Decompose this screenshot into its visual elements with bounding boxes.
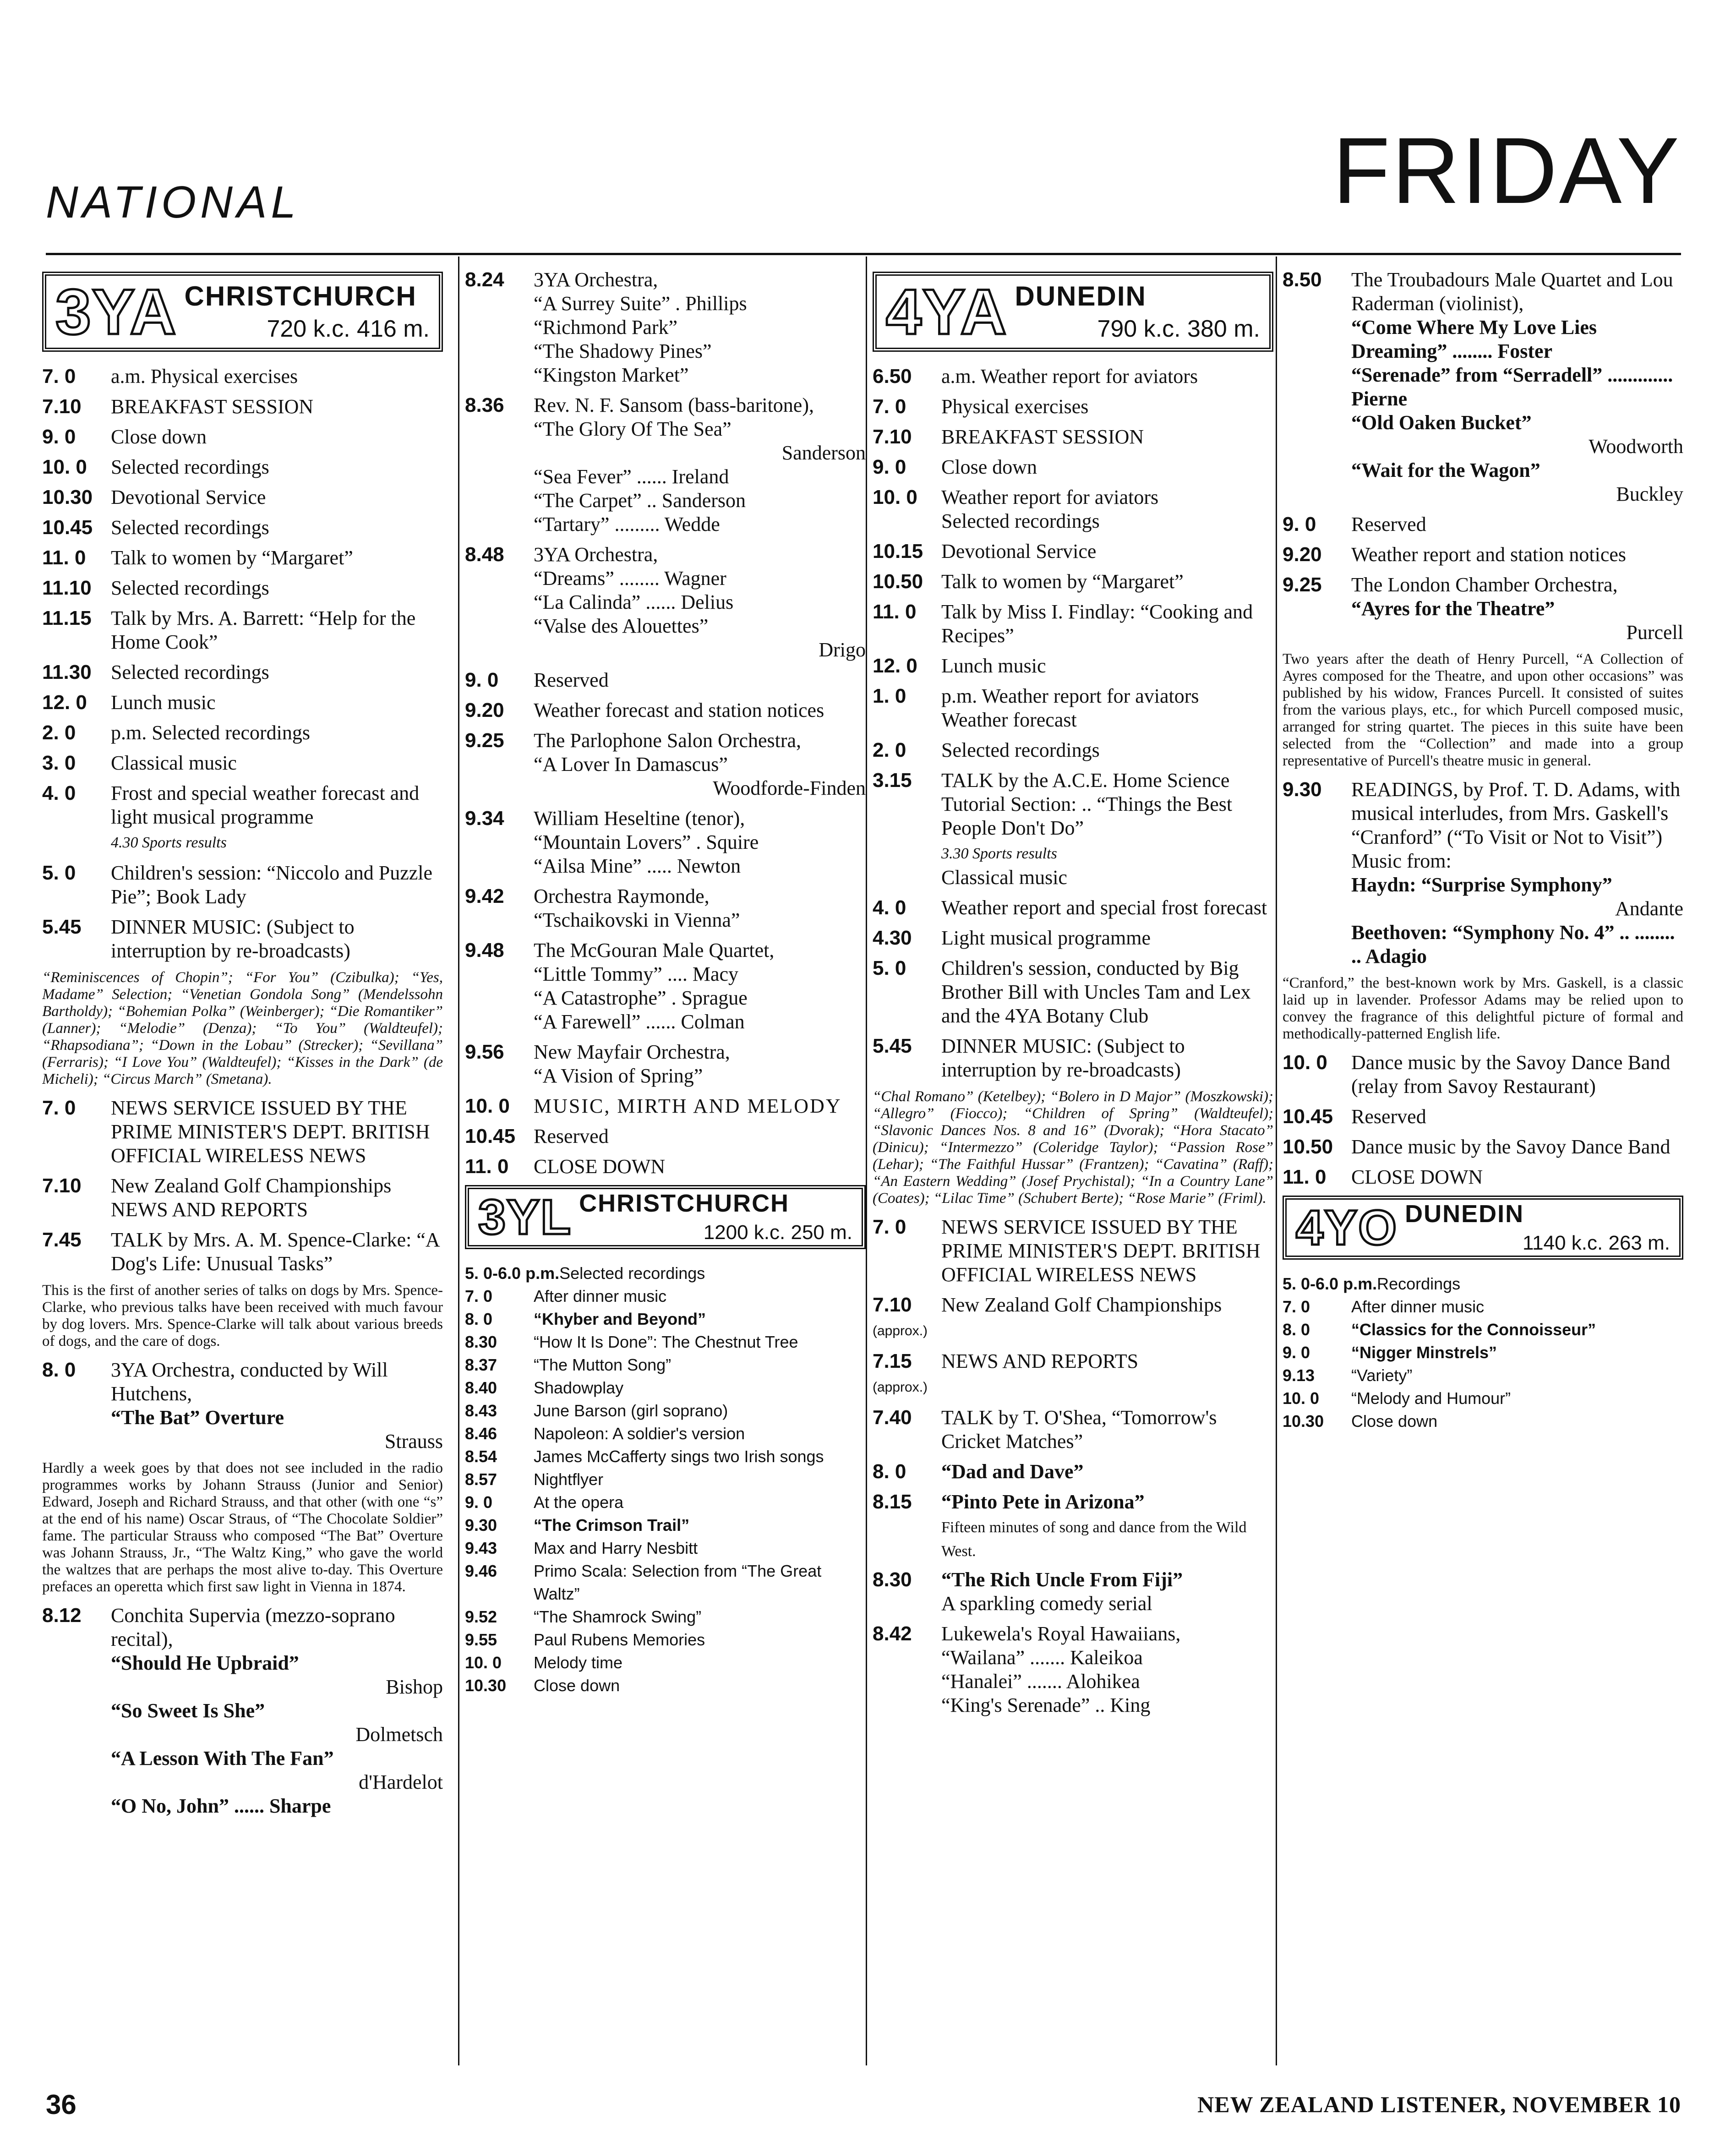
program-item: 11.15 Talk by Mrs. A. Barrett: “Help for the Home Cook” <box>42 607 416 653</box>
list-item: 9.30 “The Crimson Trail” <box>465 1516 690 1535</box>
program-item: 6.50 a.m. Weather report for aviators <box>873 365 1198 388</box>
list-item: 7. 0 After dinner music <box>1283 1297 1485 1316</box>
program-item: 9. 0 Reserved <box>465 669 609 691</box>
program-item: 12. 0 Lunch music <box>42 691 216 714</box>
program-item: 7.45 TALK by Mrs. A. M. Spence-Clarke: “A Dog's Life: Unusual Tasks” <box>42 1229 439 1275</box>
program-item: 7.10 BREAKFAST SESSION <box>873 426 1144 448</box>
program-item: 8.50 The Troubadours Male Quartet and Lou Raderman (violinist), “Come Where My Love Lies Dreaming” ........ Foster “Serenade” from “Serradell” ............. Pierne “Old Oaken Bucket” Woodworth “Wait for the Wagon” Buckley <box>1283 268 1683 505</box>
column-4 <box>1283 268 1683 2057</box>
column-divider <box>458 257 459 2065</box>
list-item: 5. 0-6.0 p.m. Selected recordings <box>465 1264 705 1283</box>
station-city: CHRISTCHURCH <box>184 280 417 311</box>
program-item: 8. 0 3YA Orchestra, conducted by Will Hutchens, “The Bat” Overture Strauss <box>42 1359 443 1453</box>
program-item: 10. 0 Dance music by the Savoy Dance Band (relay from Savoy Restaurant) <box>1283 1051 1670 1098</box>
station-city: DUNEDIN <box>1405 1200 1524 1228</box>
station-call-sign: 3YA <box>55 275 177 348</box>
program-item: 11. 0 Talk to women by “Margaret” <box>42 546 353 569</box>
list-item: 8.46 Napoleon: A soldier's version <box>465 1424 745 1443</box>
program-item: 1. 0 p.m. Weather report for aviators Weather forecast <box>873 685 1199 731</box>
program-item: 3. 0 Classical music <box>42 752 237 774</box>
list-item: 8.37 “The Mutton Song” <box>465 1355 671 1374</box>
program-item: 10.45 Selected recordings <box>42 516 269 539</box>
list-item: 9.55 Paul Rubens Memories <box>465 1630 705 1649</box>
list-item: 8.40 Shadowplay <box>465 1378 624 1397</box>
program-item: 9.34 William Heseltine (tenor), “Mountain Lovers” . Squire “Ailsa Mine” ..... Newton <box>465 807 759 877</box>
list-item: 10.30 Close down <box>1283 1412 1438 1431</box>
network-label: NATIONAL <box>46 177 300 227</box>
list-item: 9.46 Primo Scala: Selection from “The Great Waltz” <box>465 1562 822 1603</box>
program-item: 8.30 “The Rich Uncle From Fiji” A sparkling comedy serial <box>873 1568 1183 1615</box>
program-item: 5.45 DINNER MUSIC: (Subject to interruption by re-broadcasts) <box>873 1035 1185 1081</box>
station-box-4yo <box>1283 1196 1683 1260</box>
program-item: 7.10 (approx.) New Zealand Golf Championships <box>873 1294 1222 1338</box>
list-item: 8.43 June Barson (girl soprano) <box>465 1401 728 1420</box>
station-box-3ya <box>42 272 443 352</box>
list-item: 8. 0 “Classics for the Connoisseur” <box>1283 1320 1596 1339</box>
list-item: 5. 0-6.0 p.m. Recordings <box>1283 1274 1461 1293</box>
list-item: 10. 0 “Melody and Humour” <box>1283 1389 1511 1408</box>
column-2 <box>465 268 866 2057</box>
program-item: 9.30 READINGS, by Prof. T. D. Adams, with musical interludes, from Mrs. Gaskell's “Cranford” (“To Visit or Not to Visit”) Music from: Haydn: “Surprise Symphony” Andante Beethoven: “Symphony No. 4” .. ........ .. Adagio <box>1283 778 1683 967</box>
program-item: 9. 0 Close down <box>873 456 1037 478</box>
dinner-music-list: “Reminiscences of Chopin”; “For You” (Czibulka); “Yes, Madame” Selection; “Venetian Gondola Song” (Mendelssohn Bartholdy); “Bohemian Polka” (Weinberger); “Die Romantiker” (Lanner); “Melodie” (Denza); “To You” (Waldteufel); “Rhapsodiana”; “Down in the Lobau” (Strecker); “Sevillana” (Ferraris); “I Love You” (Waldteufel); “Kisses in the Dark” (de Micheli); “Circus March” (Smetana). <box>42 969 443 1087</box>
list-item: 9.52 “The Shamrock Swing” <box>465 1607 702 1626</box>
column-divider <box>866 257 867 2065</box>
program-item: 7. 0 NEWS SERVICE ISSUED BY THE PRIME MINISTER'S DEPT. BRITISH OFFICIAL WIRELESS NEWS <box>873 1216 1261 1286</box>
program-item: 11.30 Selected recordings <box>42 661 269 683</box>
program-item: 9.20 Weather forecast and station notices <box>465 699 824 721</box>
header-rule <box>46 253 1681 255</box>
program-item: 5.45 DINNER MUSIC: (Subject to interruption by re-broadcasts) <box>42 916 355 962</box>
program-item: 11. 0 Talk by Miss I. Findlay: “Cooking and Recipes” <box>873 601 1253 647</box>
program-item: 10. 0 Selected recordings <box>42 456 269 478</box>
program-item: 8.42 Lukewela's Royal Hawaiians, “Wailana” ....... Kaleikoa “Hanalei” ....... Alohikea “King's Serenade” .. King <box>873 1622 1181 1716</box>
program-item: 3.15 TALK by the A.C.E. Home Science Tutorial Section: .. “Things the Best People Don't Do” 3.30 Sports results Classical music <box>873 769 1233 889</box>
list-item: 8.54 James McCafferty sings two Irish songs <box>465 1447 824 1466</box>
program-item: 7.10 New Zealand Golf Championships NEWS AND REPORTS <box>42 1174 392 1221</box>
program-item: 11. 0 CLOSE DOWN <box>1283 1166 1483 1188</box>
program-item: 10. 0 Weather report for aviators Selected recordings <box>873 486 1159 532</box>
program-note: Hardly a week goes by that does not see included in the radio programmes works by Johann Strauss (Junior and Senior) Edward, Joseph and Richard Strauss, and that other (with one “s” at the end of his name) Oscar Straus, of “The Chocolate Soldier” fame. The particular Strauss who composed “The Bat” Overture was Johann Strauss, Jr., “The Waltz King,” who gave the world the waltzes that are perhaps the most alive to-day. This Overture prefaces an operetta which first saw light in Vienna in 1874. <box>42 1460 443 1595</box>
station-city: CHRISTCHURCH <box>579 1190 790 1218</box>
program-item: 8. 0 “Dad and Dave” <box>873 1460 1084 1483</box>
program-note: Two years after the death of Henry Purcell, “A Collection of Ayres composed for the Theatre, and upon other occasions” was published by his widow, Frances Purcell. It consisted of suites from the various plays, etc., for which Purcell composed music, arranged for string quartet. The pieces in this suite have been selected from the “Collection” and made into a group representative of Purcell's theatre music in general. <box>1283 651 1683 769</box>
station-frequency: 790 k.c. 380 m. <box>1097 315 1260 342</box>
station-frequency: 720 k.c. 416 m. <box>267 315 430 342</box>
dinner-music-list: “Chal Romano” (Ketelbey); “Bolero in D Major” (Moszkowski); “Allegro” (Fiocco); “Children of Spring” (Waldteufel); “Slavonic Dances Nos. 8 and 16” (Dvorak); “Hora Stacato” (Dinicu); “Intermezzo” (Coleridge Taylor); “Passion Rose” (Lehar); “The Faithful Hussar” (Frantzen); “Cavatina” (Raff); “An Eastern Wedding” (Josef Prychistal); “In a Country Lane” (Coates); “Lilac Time” (Schubert Berte); “Rose Marie” (Friml). <box>873 1088 1273 1207</box>
list-item: 9.43 Max and Harry Nesbitt <box>465 1539 698 1557</box>
station-box-3yl <box>465 1185 866 1249</box>
station-city: DUNEDIN <box>1015 280 1146 311</box>
program-item: 7.10 BREAKFAST SESSION <box>42 395 314 418</box>
column-1 <box>42 268 443 2057</box>
program-item: 8.15 “Pinto Pete in Arizona” Fifteen minutes of song and dance from the Wild West. <box>873 1491 1247 1560</box>
program-item: 9.48 The McGouran Male Quartet, “Little Tommy” .... Macy “A Catastrophe” . Sprague “A Farewell” ...... Colman <box>465 939 775 1033</box>
publication-footer: NEW ZEALAND LISTENER, NOVEMBER 10 <box>1197 2092 1681 2117</box>
program-item: 9.25 The Parlophone Salon Orchestra, “A Lover In Damascus” Woodforde-Finden <box>465 729 866 799</box>
program-item: 8.12 Conchita Supervia (mezzo-soprano recital), “Should He Upbraid” Bishop “So Sweet Is She” Dolmetsch “A Lesson With The Fan” d'Hardelot “O No, John” ...... Sharpe <box>42 1604 443 1817</box>
program-item: 9. 0 Close down <box>42 426 207 448</box>
program-note: This is the first of another series of talks on dogs by Mrs. Spence-Clarke, who previous talks have been received with much favour by dog lovers. Mrs. Spence-Clarke will talk about various breeds of dogs, and the care of dogs. <box>42 1282 443 1349</box>
station-call-sign: 4YA <box>886 275 1008 348</box>
program-item: 10.30 Devotional Service <box>42 486 266 508</box>
program-item: 8.36 Rev. N. F. Sansom (bass-baritone), “The Glory Of The Sea” Sanderson “Sea Fever” ...... Ireland “The Carpet” .. Sanderson “Tartary” ......... Wedde <box>465 394 866 535</box>
program-item: 8.48 3YA Orchestra, “Dreams” ........ Wagner “La Calinda” ...... Delius “Valse des Alouettes” Drigo <box>465 543 866 661</box>
station-box-4ya <box>873 272 1273 352</box>
program-item: 7. 0 NEWS SERVICE ISSUED BY THE PRIME MINISTER'S DEPT. BRITISH OFFICIAL WIRELESS NEWS <box>42 1097 430 1167</box>
list-item: 8. 0 “Khyber and Beyond” <box>465 1310 706 1328</box>
page-number: 36 <box>46 2089 76 2120</box>
program-item: 9.56 New Mayfair Orchestra, “A Vision of Spring” <box>465 1041 730 1087</box>
program-item: 8.24 3YA Orchestra, “A Surrey Suite” . Phillips “Richmond Park” “The Shadowy Pines” “Kingston Market” <box>465 268 747 386</box>
station-frequency: 1140 k.c. 263 m. <box>1522 1231 1670 1254</box>
day-title: FRIDAY <box>1332 118 1681 223</box>
program-item: 4.30 Light musical programme <box>873 927 1151 949</box>
station-call-sign: 3YL <box>478 1189 572 1245</box>
station-frequency: 1200 k.c. 250 m. <box>703 1221 852 1244</box>
program-item: 10.45 Reserved <box>1283 1105 1426 1128</box>
program-item: 10.45 Reserved <box>465 1125 609 1147</box>
column-3 <box>873 268 1273 2057</box>
station-call-sign: 4YO <box>1296 1200 1398 1255</box>
program-item: 11.10 Selected recordings <box>42 577 269 599</box>
program-item: 5. 0 Children's session: “Niccolo and Puzzle Pie”; Book Lady <box>42 862 433 908</box>
program-item: 11. 0 CLOSE DOWN <box>465 1155 666 1178</box>
program-item: 9.25 The London Chamber Orchestra, “Ayres for the Theatre” Purcell <box>1283 573 1683 644</box>
list-item: 9. 0 At the opera <box>465 1493 624 1512</box>
program-item: 10.50 Talk to women by “Margaret” <box>873 570 1184 593</box>
list-item: 7. 0 After dinner music <box>465 1287 667 1305</box>
program-item: 5. 0 Children's session, conducted by Big Brother Bill with Uncles Tam and Lex and the 4YA Botany Club <box>873 957 1251 1027</box>
program-item: 4. 0 Weather report and special frost forecast <box>873 896 1267 919</box>
program-item: 10.15 Devotional Service <box>873 540 1097 563</box>
list-item: 10.30 Close down <box>465 1676 620 1695</box>
column-divider <box>1276 257 1277 2065</box>
program-item: 7. 0 a.m. Physical exercises <box>42 365 298 388</box>
program-item: 7. 0 Physical exercises <box>873 395 1089 418</box>
program-item: 2. 0 Selected recordings <box>873 739 1100 761</box>
program-item: 4. 0 Frost and special weather forecast and light musical programme 4.30 Sports results <box>42 782 420 851</box>
program-item: 9.20 Weather report and station notices <box>1283 543 1627 566</box>
program-item: 12. 0 Lunch music <box>873 655 1046 677</box>
program-item: 9. 0 Reserved <box>1283 513 1426 535</box>
program-item: 2. 0 p.m. Selected recordings <box>42 721 310 744</box>
program-item: 10.50 Dance music by the Savoy Dance Band <box>1283 1136 1670 1158</box>
list-item: 9.13 “Variety” <box>1283 1366 1413 1385</box>
program-item: 7.40 TALK by T. O'Shea, “Tomorrow's Cricket Matches” <box>873 1406 1217 1453</box>
program-note: “Cranford,” the best-known work by Mrs. Gaskell, is a classic laid up in lavender. Professor Adams may be relied upon to convey the fragrance of this delightful picture of formal and methodically-patterned English life. <box>1283 975 1683 1042</box>
list-item: 8.57 Nightflyer <box>465 1470 604 1489</box>
list-item: 10. 0 Melody time <box>465 1653 623 1672</box>
program-item: 7.15 (approx.) NEWS AND REPORTS <box>873 1350 1139 1395</box>
list-item: 9. 0 “Nigger Minstrels” <box>1283 1343 1497 1362</box>
program-item: 10. 0 MUSIC, MIRTH AND MELODY <box>465 1095 842 1117</box>
list-item: 8.30 “How It Is Done”: The Chestnut Tree <box>465 1333 798 1351</box>
program-item: 9.42 Orchestra Raymonde, “Tschaikovski in Vienna” <box>465 885 740 931</box>
